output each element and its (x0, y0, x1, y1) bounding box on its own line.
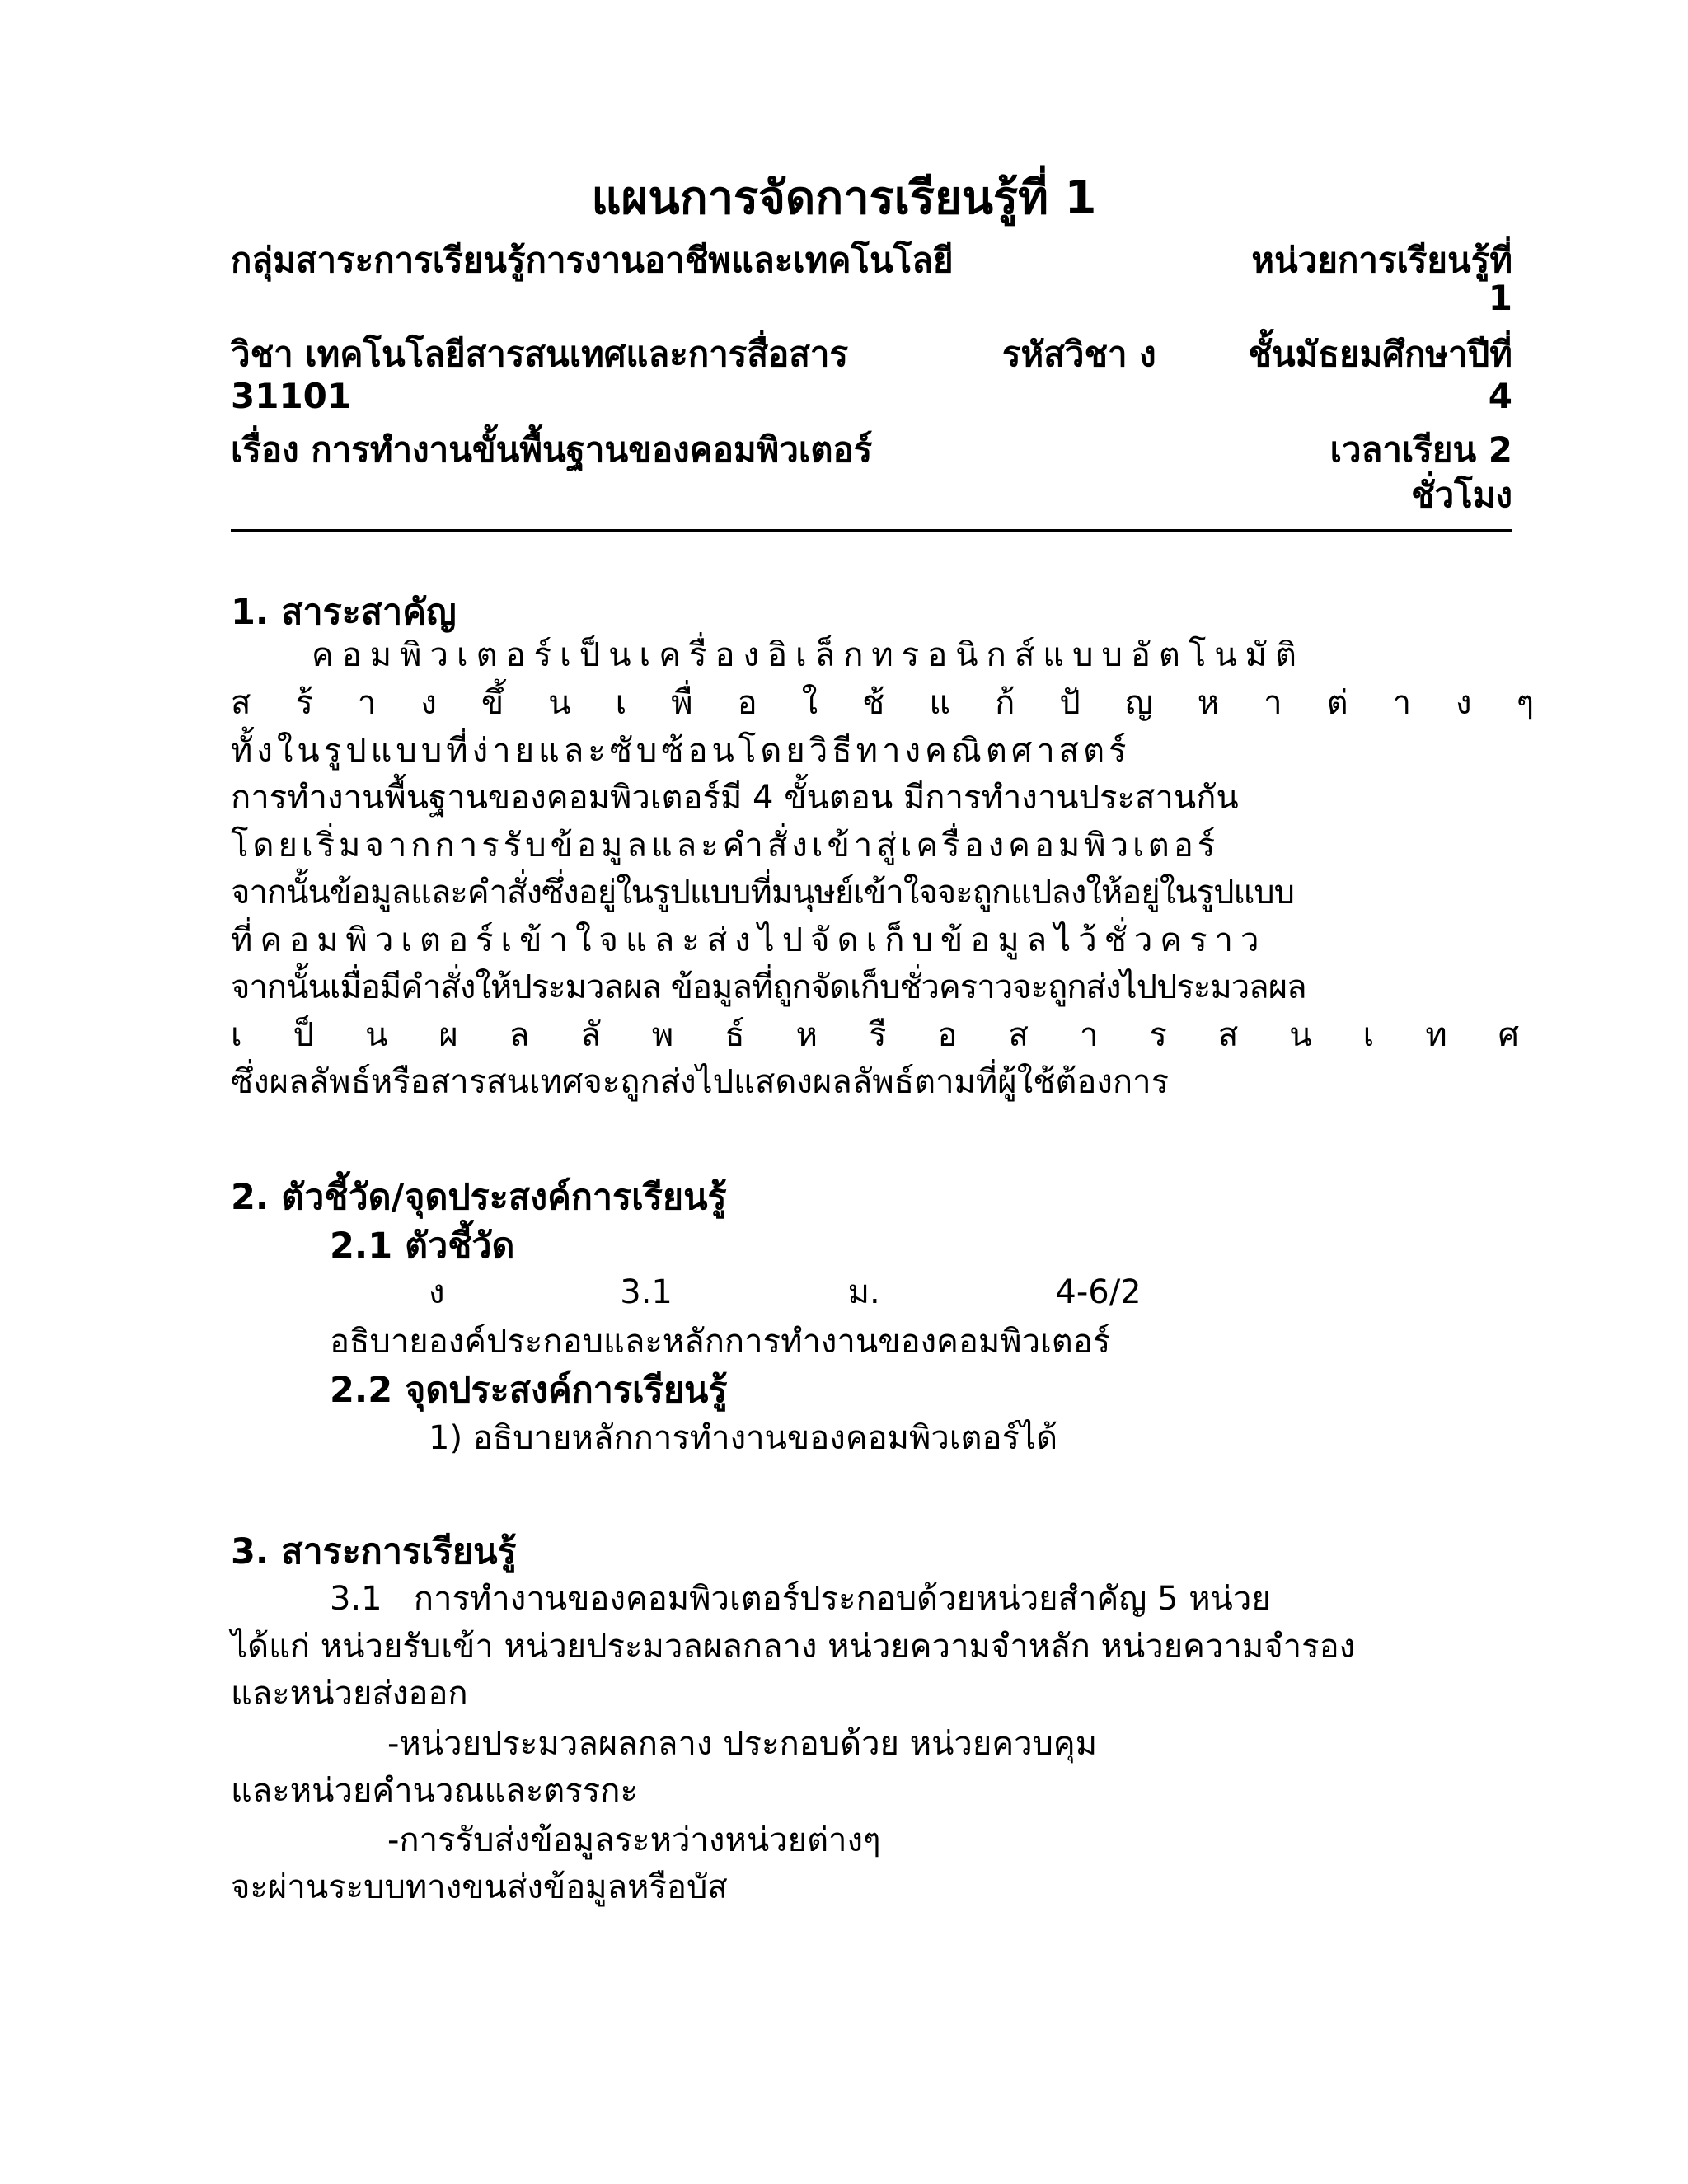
section-3-para-line-2: ได้แก่ หน่วยรับเข้า หน่วยประมวลผลกลาง หน่วยความจำหลัก หน่วยความจำรอง (231, 1628, 1356, 1666)
header-divider (231, 529, 1512, 532)
course-label: วิชา เทคโนโลยีสารสนเทศและการสื่อสาร (231, 334, 849, 374)
section-1-line-8: จากนั้นเมื่อมีคำสั่งให้ประมวลผล ข้อมูลที่ถูกจัดเก็บชั่วคราวจะถูกส่งไปประมวลผล (231, 968, 1306, 1006)
lesson-topic: เรื่อง การทำงานขั้นพื้นฐานของคอมพิวเตอร์ (231, 429, 873, 470)
section-2-1-heading: 2.1 ตัวชี้วัด (330, 1226, 515, 1267)
indicator-text: อธิบายองค์ประกอบและหลักการทำงานของคอมพิวเตอร์ (330, 1323, 1111, 1361)
section-1-line-6: จากนั้นข้อมูลและคำสั่งซึ่งอยู่ในรูปแบบที่มนุษย์เข้าใจจะถูกแปลงให้อยู่ในรูปแบบ (231, 874, 1295, 912)
section-1-heading: 1. สาระสาคัญ (231, 592, 457, 633)
section-1-line-3: ทั้งในรูปแบบที่ง่ายและซับซ้อนโดยวิธีทางคณิตศาสตร์ (231, 732, 1131, 770)
objective-item-1: 1) อธิบายหลักการทำงานของคอมพิวเตอร์ได้ (429, 1419, 1058, 1457)
course-code-number: 31101 (231, 376, 352, 416)
bullet-bus-line-1: -การรับส่งข้อมูลระหว่างหน่วยต่างๆ (387, 1821, 881, 1859)
section-1-line-9: เป็นผลลัพธ์หรือสารสนเทศ (231, 1016, 1571, 1054)
study-time-label: เวลาเรียน 2 (1329, 429, 1512, 470)
section-1-line-10: ซึ่งผลลัพธ์หรือสารสนเทศจะถูกส่งไปแสดงผลลัพธ์ตามที่ผู้ใช้ต้องการ (231, 1063, 1170, 1101)
course-code-label: รหัสวิชา ง (1002, 334, 1156, 374)
section-1-line-4: การทำงานพื้นฐานของคอมพิวเตอร์มี 4 ขั้นตอน มีการทำงานประสานกัน (231, 779, 1239, 817)
section-1-line-7: ที่คอมพิวเตอร์เข้าใจและส่งไปจัดเก็บข้อมูลไว้ชั่วคราว (231, 921, 1267, 959)
section-2-heading: 2. ตัวชี้วัด/จุดประสงค์การเรียนรู้ (231, 1177, 727, 1218)
bullet-cpu-line-2: และหน่วยคำนวณและตรรกะ (231, 1772, 638, 1810)
section-3-para-line-1: 3.1 การทำงานของคอมพิวเตอร์ประกอบด้วยหน่วยสำคัญ 5 หน่วย (330, 1580, 1271, 1618)
grade-number: 4 (1488, 376, 1512, 416)
section-3-para-line-3: และหน่วยส่งออก (231, 1675, 468, 1713)
subject-group: กลุ่มสาระการเรียนรู้การงานอาชีพและเทคโนโลยี (231, 240, 954, 280)
page-title: แผนการจัดการเรียนรู้ที่ 1 (591, 171, 1097, 225)
bullet-bus-line-2: จะผ่านระบบทางขนส่งข้อมูลหรือบัส (231, 1868, 728, 1906)
indicator-code: ง 3.1 ม. 4-6/2 (429, 1273, 1142, 1311)
unit-number: 1 (1488, 278, 1512, 318)
section-2-2-heading: 2.2 จุดประสงค์การเรียนรู้ (330, 1370, 728, 1411)
bullet-cpu-line-1: -หน่วยประมวลผลกลาง ประกอบด้วย หน่วยควบคุม (387, 1725, 1098, 1763)
section-3-heading: 3. สาระการเรียนรู้ (231, 1531, 517, 1572)
study-time-unit: ชั่วโมง (1411, 475, 1512, 515)
section-1-line-5: โดยเริ่มจากการรับข้อมูลและคำสั่งเข้าสู่เครื่องคอมพิวเตอร์ (231, 827, 1220, 865)
unit-label: หน่วยการเรียนรู้ที่ (1251, 240, 1512, 280)
section-1-line-2: สร้างขึ้นเพื่อใช้แก้ปัญหาต่างๆ (231, 684, 1579, 722)
section-1-line-1: คอมพิวเตอร์เป็นเครื่องอิเล็กทรอนิกส์แบบอัตโนมัติ (312, 636, 1306, 674)
grade-label: ชั้นมัธยมศึกษาปีที่ (1248, 334, 1512, 374)
